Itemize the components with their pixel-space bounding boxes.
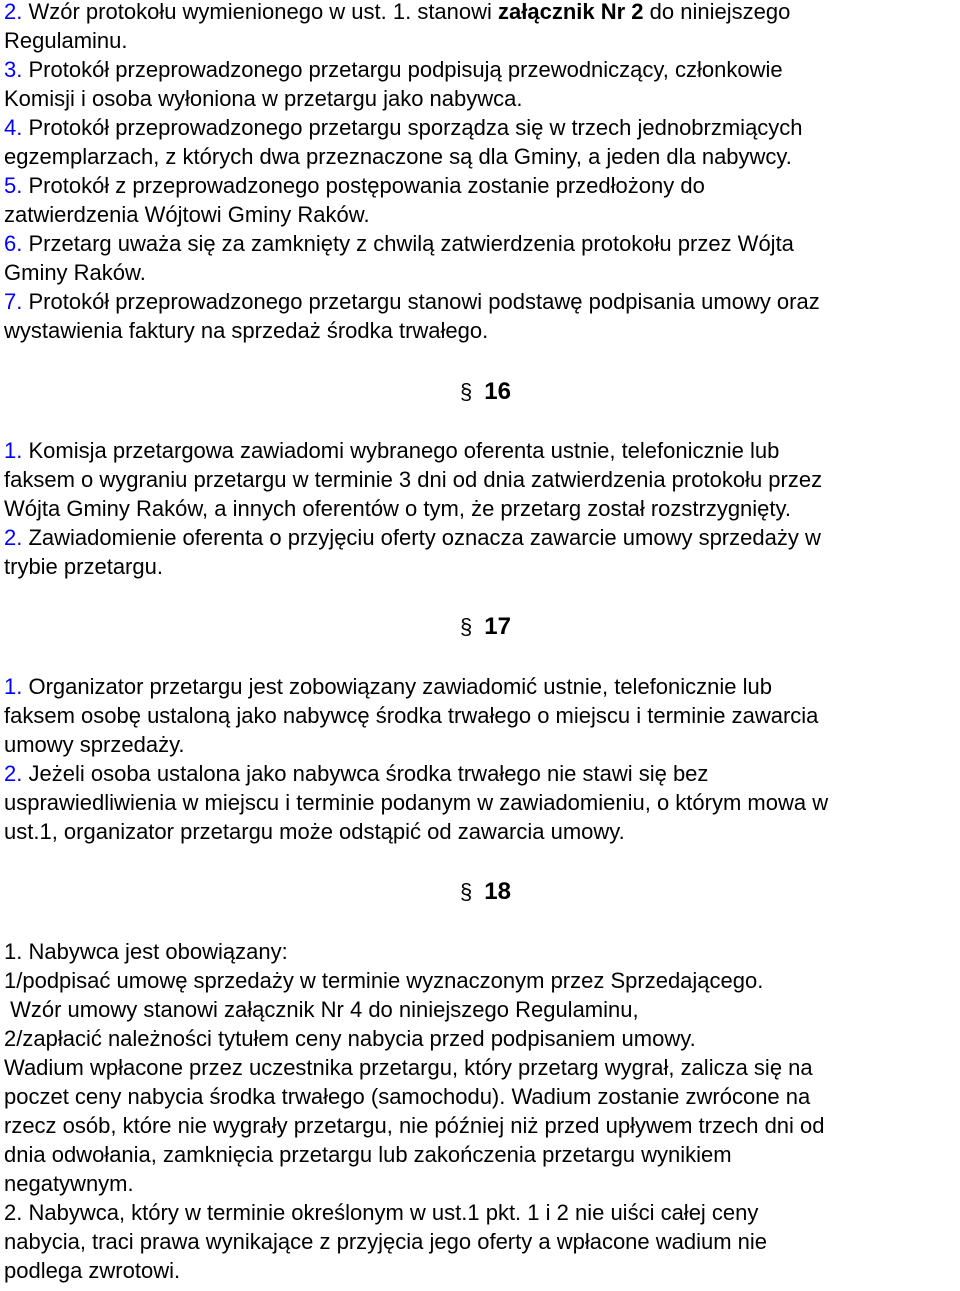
section17-line-1: 1. Organizator przetargu jest zobowiązany zawiadomić ustnie, telefonicznie lub (4, 674, 772, 699)
section17-line-6: ust.1, organizator przetargu może odstąpić od zawarcia umowy. (4, 819, 625, 844)
attachment-reference: załącznik Nr 2 (498, 0, 644, 24)
section18-line-1: 1. Nabywca jest obowiązany: (4, 939, 288, 964)
section16-line-5: trybie przetargu. (4, 554, 163, 579)
section-symbol: § (460, 614, 473, 639)
section17-line-3: umowy sprzedaży. (4, 732, 185, 757)
section18-line-3: Wzór umowy stanowi załącznik Nr 4 do niniejszego Regulaminu, (4, 997, 639, 1022)
section17-line-2: faksem osobę ustaloną jako nabywcę środka trwałego o miejscu i terminie zawarcia (4, 703, 819, 728)
section16-line-2: faksem o wygraniu przetargu w terminie 3 dni od dnia zatwierdzenia protokołu przez (4, 467, 823, 492)
section18-line-2: 1/podpisać umowę sprzedaży w terminie wyznaczonym przez Sprzedającego. (4, 968, 764, 993)
section16-line-4: 2. Zawiadomienie oferenta o przyjęciu oferty oznacza zawarcie umowy sprzedaży w (4, 525, 821, 550)
section-symbol: § (460, 879, 473, 904)
paragraph-3-line-2: Komisji i osoba wyłoniona w przetargu jako nabywca. (4, 86, 523, 111)
paragraph-3-line-1: 3. Protokół przeprowadzonego przetargu podpisują przewodniczący, członkowie (4, 57, 783, 82)
paragraph-5-line-1: 5. Protokół z przeprowadzonego postępowania zostanie przedłożony do (4, 173, 705, 198)
paragraph-4-line-1: 4. Protokół przeprowadzonego przetargu sporządza się w trzech jednobrzmiących (4, 115, 803, 140)
section18-line-6: poczet ceny nabycia środka trwałego (samochodu). Wadium zostanie zwrócone na (4, 1084, 811, 1109)
section-17-heading (460, 612, 511, 642)
section17-line-5: usprawiedliwienia w miejscu i terminie podanym w zawiadomieniu, o którym mowa w (4, 790, 829, 815)
section-18-heading (460, 877, 511, 907)
section18-line-5: Wadium wpłacone przez uczestnika przetargu, który przetarg wygrał, zalicza się na (4, 1055, 813, 1080)
section16-line-1: 1. Komisja przetargowa zawiadomi wybranego oferenta ustnie, telefonicznie lub (4, 438, 780, 463)
item-number: 2. (4, 0, 23, 24)
section-number: 18 (484, 878, 511, 905)
section-number: 17 (484, 613, 511, 640)
section-symbol: § (460, 379, 473, 404)
section18-line-10: 2. Nabywca, który w terminie określonym w ust.1 pkt. 1 i 2 nie uiści całej ceny (4, 1200, 759, 1225)
paragraph-5-line-2: zatwierdzenia Wójtowi Gminy Raków. (4, 202, 370, 227)
item-number: 3. (4, 57, 23, 82)
item-number: 7. (4, 289, 23, 314)
section-number: 16 (484, 378, 511, 405)
item-number: 1. (4, 438, 23, 463)
paragraph-2-line-1: 2. Wzór protokołu wymienionego w ust. 1. stanowi załącznik Nr 2 do niniejszego (4, 0, 791, 24)
section16-line-3: Wójta Gminy Raków, a innych oferentów o tym, że przetarg został rozstrzygnięty. (4, 496, 792, 521)
section-16-heading (460, 377, 511, 407)
item-number: 2. (4, 761, 23, 786)
paragraph-7-line-2: wystawienia faktury na sprzedaż środka trwałego. (4, 318, 489, 343)
section18-line-7: rzecz osób, które nie wygrały przetargu, nie później niż przed upływem trzech dni od (4, 1113, 825, 1138)
paragraph-7-line-1: 7. Protokół przeprowadzonego przetargu stanowi podstawę podpisania umowy oraz (4, 289, 820, 314)
paragraph-6-line-1: 6. Przetarg uważa się za zamknięty z chwilą zatwierdzenia protokołu przez Wójta (4, 231, 794, 256)
section17-line-4: 2. Jeżeli osoba ustalona jako nabywca środka trwałego nie stawi się bez (4, 761, 709, 786)
section18-line-11: nabycia, traci prawa wynikające z przyjęcia jego oferty a wpłacone wadium nie (4, 1229, 768, 1254)
section18-line-12: podlega zwrotowi. (4, 1258, 181, 1283)
section18-line-9: negatywnym. (4, 1171, 134, 1196)
item-number: 1. (4, 674, 23, 699)
item-number: 4. (4, 115, 23, 140)
paragraph-6-line-2: Gminy Raków. (4, 260, 146, 285)
item-number: 5. (4, 173, 23, 198)
paragraph-2-line-2: Regulaminu. (4, 28, 128, 53)
section18-line-8: dnia odwołania, zamknięcia przetargu lub zakończenia przetargu wynikiem (4, 1142, 732, 1167)
section18-line-4: 2/zapłacić należności tytułem ceny nabycia przed podpisaniem umowy. (4, 1026, 696, 1051)
item-number: 6. (4, 231, 23, 256)
item-number: 2. (4, 525, 23, 550)
paragraph-4-line-2: egzemplarzach, z których dwa przeznaczone są dla Gminy, a jeden dla nabywcy. (4, 144, 792, 169)
